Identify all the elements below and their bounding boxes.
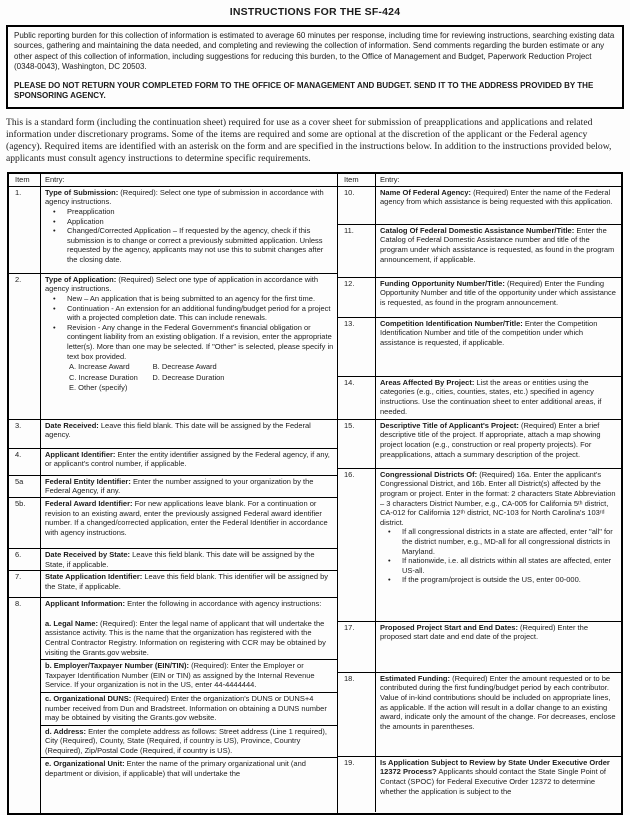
intro-paragraph: This is a standard form (including the continuation sheet) required for use as a cover sheet for submission of preapplications and applications and related information under discretionary programs. Some of the items are required and some are optional at the discretion of the applicant or the Federal agency (agency). Required items are identified with an asterisk on the form and are specified in the instructions below. In addition to the instructions provided below, applicants must consult agency instructions to determine specific requirements. — [6, 116, 612, 164]
table-row-16 — [338, 469, 621, 622]
entry-paragraph: Congressional Districts Of: (Required) 16a. Enter the applicant's Congressional District, and 16b. Enter all District(s) affected by the program or project. Enter in the format: 2 characters State Abbreviation – 3 characters District Number, e.g., CA-005 for California 5ᵗʰ district, CA-012 for California 12ᵗʰ district, NC-103 for North Carolina's 103ʳᵈ district. — [380, 469, 616, 527]
table-row-6 — [9, 549, 337, 571]
bullet-item — [376, 527, 621, 556]
item-number-cell: 17. — [338, 622, 376, 672]
bullet-icon: • — [53, 216, 56, 226]
header-entry-label: Entry: — [45, 174, 65, 184]
table-row-7 — [9, 571, 337, 598]
bullet-icon: • — [53, 226, 56, 236]
item-number-cell: 5b. — [9, 498, 41, 548]
item-number-cell: 6. — [9, 549, 41, 570]
table-row-19 — [338, 757, 621, 812]
bullet-text: Revision - Any change in the Federal Government's financial obligation or contingent liability from an existing obligation. If a revision, enter the appropriate letter(s). More than one may be selected. If "Other" is selected, please specify in text box provided. — [67, 322, 334, 361]
item-number-cell: 15. — [338, 420, 376, 468]
burden-notice-text: Public reporting burden for this collection of information is estimated to average 60 minutes per response, including time for reviewing instructions, searching existing data sources, gathering and maintaining the data needed, and completing and reviewing the collection of information. Send comments regarding the burden estimate or any other aspect of this collection of information, including suggestions for reducing this burden, to the Office of Management and Budget, Paperwork Reduction Project (0348-0043), Washington, DC 20503. — [14, 31, 615, 71]
table-row-17 — [338, 622, 621, 673]
bullet-icon: • — [388, 527, 391, 537]
table-row-11 — [338, 225, 621, 278]
table-row-18 — [338, 673, 621, 757]
entry-paragraph: d. Address: Enter the complete address as follows: Street address (Line 1 required), City (Required), County, State (Required, if country is US), Province, Country (Required), Zip/Postal Code (Required, if country is US). — [41, 726, 337, 759]
bullet-text: If nationwide, i.e. all districts within all states are affected, enter US-all. — [402, 556, 612, 575]
header-entry-label: Entry: — [380, 174, 400, 184]
do-not-return-notice: PLEASE DO NOT RETURN YOUR COMPLETED FORM TO THE OFFICE OF MANAGEMENT AND BUDGET. SEND IT TO THE ADDRESS PROVIDED BY THE SPONSORING AGENCY. — [14, 81, 594, 101]
table-row-8 — [9, 598, 337, 813]
bullet-item — [376, 556, 621, 575]
table-row-5b — [9, 498, 337, 549]
bullet-item — [41, 226, 337, 264]
entry-paragraph: Catalog Of Federal Domestic Assistance Number/Title: Enter the Catalog of Federal Domestic Assistance number and title of the program under which assistance is requested, as found in the program announcement, if applicable. — [380, 225, 615, 264]
table-right-half — [338, 174, 621, 813]
item-number-cell: 18. — [338, 673, 376, 756]
item-number-cell: 2. — [9, 274, 41, 419]
page-title: INSTRUCTIONS FOR THE SF-424 — [229, 6, 401, 18]
entry-paragraph: State Application Identifier: Leave this field blank. This identifier will be assigned by the State, if applicable. — [45, 572, 329, 591]
item-number-cell: 3. — [9, 420, 41, 448]
bullet-item — [41, 323, 337, 361]
header-item-label: Item — [9, 174, 41, 186]
bullet-text: New – An application that is being submitted to an agency for the first time. — [67, 293, 316, 303]
header-item-label: Item — [338, 174, 376, 186]
bullet-text: Continuation - An extension for an additional funding/budget period for a project with a projected completion date. This can include renewals. — [67, 303, 331, 323]
entry-paragraph: e. Organizational Unit: Enter the name of the primary organizational unit (and department or division, if applicable) that will undertake the — [45, 759, 306, 779]
entry-paragraph: Date Received by State: Leave this field blank. This date will be assigned by the State, if applicable. — [45, 549, 315, 569]
item-number-cell: 16. — [338, 469, 376, 621]
bullet-item — [41, 207, 337, 217]
table-row-13 — [338, 318, 621, 377]
bullet-text: Preapplication — [67, 206, 115, 216]
entry-cell — [41, 274, 337, 419]
entry-paragraph: Applicant Identifier: Enter the entity identifier assigned by the Federal agency, if any, or applicant's control number, if applicable. — [45, 449, 330, 469]
entry-paragraph: Type of Application: (Required) Select one type of application in accordance with agency instructions. — [45, 274, 319, 294]
bullet-icon: • — [388, 575, 391, 585]
entry-paragraph: Estimated Funding: (Required) Enter the amount requested or to be contributed during the first funding/budget period by each contributor. Value of in-kind contributions should be included on appropriate lines, as applicable. If the action will result in a dollar change to an existing award, indicate only the amount of the change. For decreases, enclose the amounts in parentheses. — [380, 673, 616, 731]
entry-cell — [376, 318, 621, 376]
entry-paragraph: Areas Affected By Project: List the areas or entities using the categories (e.g., cities, counties, states, etc.) specified in agency instructions. Use the continuation sheet to enter additional areas, if needed. — [380, 377, 602, 416]
entry-cell — [41, 449, 337, 475]
entry-cell — [41, 476, 337, 497]
entry-cell — [376, 377, 621, 419]
entry-cell — [376, 469, 621, 621]
entry-paragraph: b. Employer/Taxpayer Number (EIN/TIN): (Required): Enter the Employer or Taxpayer Identification Number (EIN or TIN) as assigned by the Internal Revenue Service. If your organization is not in the US, enter 44-4444444. — [41, 660, 337, 693]
entry-paragraph: Federal Award Identifier: For new applications leave blank. For a continuation or revision to an existing award, enter the previously assigned Federal award identifier number. If a changed/corrected application, enter the Federal Identifier in accordance with agency instructions. — [45, 498, 328, 537]
entry-paragraph: Funding Opportunity Number/Title: (Required) Enter the Funding Opportunity Number and title of the opportunity under which assistance is requested, as found in the program announcement. — [380, 278, 616, 307]
entry-cell — [376, 278, 621, 317]
table-row-5a — [9, 476, 337, 498]
option-line: A. Increase Award B. Decrease Award — [69, 362, 217, 372]
table-row-3 — [9, 420, 337, 449]
burden-notice-box — [6, 25, 624, 109]
entry-paragraph: Descriptive Title of Applicant's Project: (Required) Enter a brief descriptive title of the project. If appropriate, attach a map showing project location (e.g., construction or real property projects). For preapplications, attach a summary description of the project. — [380, 420, 601, 459]
table-row-1 — [9, 187, 337, 274]
entry-cell — [376, 187, 621, 224]
table-header-left — [9, 174, 337, 187]
entry-paragraph: Name Of Federal Agency: (Required) Enter the name of the Federal agency from which assistance is being requested with this application. — [380, 187, 613, 207]
item-number-cell: 14. — [338, 377, 376, 419]
entry-paragraph: Is Application Subject to Review by State Under Executive Order 12372 Process? Applicants should contact the State Single Point of Contact (SPOC) for Federal Executive Order 12372 to determine whether the application is subject to the — [380, 757, 610, 796]
table-row-15 — [338, 420, 621, 469]
bullet-text: Changed/Corrected Application – If requested by the agency, check if this submission is to change or correct a previously submitted application. Unless requested by the agency, applicants may not use this to submit changes after the closing date. — [67, 226, 324, 264]
item-number-cell: 19. — [338, 757, 376, 812]
entry-paragraph: Date Received: Leave this field blank. This date will be assigned by the Federal agency. — [45, 420, 311, 440]
item-number-cell: 8. — [9, 598, 41, 813]
table-row-14 — [338, 377, 621, 420]
entry-cell — [376, 757, 621, 812]
item-number-cell: 1. — [9, 187, 41, 273]
entry-paragraph: Proposed Project Start and End Dates: (Required) Enter the proposed start date and end date of the project. — [380, 622, 588, 642]
option-line: E. Other (specify) — [69, 383, 128, 393]
entry-cell — [41, 498, 337, 548]
option-line: C. Increase Duration D. Decrease Duration — [69, 372, 225, 382]
item-number-cell: 5a — [9, 476, 41, 497]
entry-cell — [376, 673, 621, 756]
item-number-cell: 12. — [338, 278, 376, 317]
table-row-4 — [9, 449, 337, 476]
entry-cell — [41, 571, 337, 597]
bullet-item — [41, 217, 337, 227]
item-number-cell: 10. — [338, 187, 376, 224]
entry-paragraph: Competition Identification Number/Title: Enter the Competition Identification Number and title of the competition under which assistance is requested, if applicable. — [380, 318, 598, 347]
item-number-cell: 4. — [9, 449, 41, 475]
entry-paragraph: Applicant Information: Enter the following in accordance with agency instructions: — [45, 599, 322, 609]
instructions-table — [7, 172, 623, 815]
table-row-12 — [338, 278, 621, 318]
table-row-2 — [9, 274, 337, 420]
bullet-text: If all congressional districts in a state are affected, enter "all" for the district number, e.g., MD-all for all congressional districts in Maryland. — [402, 527, 613, 556]
bullet-icon: • — [53, 293, 56, 303]
bullet-icon: • — [388, 556, 391, 566]
bullet-icon: • — [53, 206, 56, 216]
bullet-text: If the program/project is outside the US, enter 00-000. — [402, 575, 581, 585]
entry-paragraph: Federal Entity Identifier: Enter the number assigned to your organization by the Federal Agency, if any. — [45, 476, 314, 496]
bullet-icon: • — [53, 322, 56, 332]
entry-cell — [41, 598, 337, 813]
entry-cell — [376, 225, 621, 277]
bullet-item — [41, 294, 337, 304]
entry-cell — [376, 622, 621, 672]
item-number-cell: 11. — [338, 225, 376, 277]
item-number-cell: 13. — [338, 318, 376, 376]
table-row-10 — [338, 187, 621, 225]
bullet-text: Application — [67, 216, 104, 226]
bullet-item — [376, 575, 621, 585]
table-left-half — [9, 174, 338, 813]
entry-paragraph: Type of Submission: (Required): Select one type of submission in accordance with agency instructions. — [45, 187, 324, 207]
entry-cell — [41, 420, 337, 448]
entry-paragraph: c. Organizational DUNS: (Required) Enter the organization's DUNS or DUNS+4 number received from Dun and Bradstreet. Information on obtaining a DUNS number may be obtained by visiting the Grants.gov website. — [41, 693, 337, 726]
entry-paragraph: a. Legal Name: (Required): Enter the legal name of applicant that will undertake the assistance activity. This is the name that the organization has registered with the Central Contractor Registry. Information on registering with CCR may be obtained by visiting the Grants.gov website. — [41, 618, 337, 660]
entry-cell — [41, 549, 337, 570]
entry-cell — [376, 420, 621, 468]
bullet-item — [41, 304, 337, 323]
bullet-icon: • — [53, 303, 56, 313]
entry-cell — [41, 187, 337, 273]
table-header-right — [338, 174, 621, 187]
item-number-cell: 7. — [9, 571, 41, 597]
